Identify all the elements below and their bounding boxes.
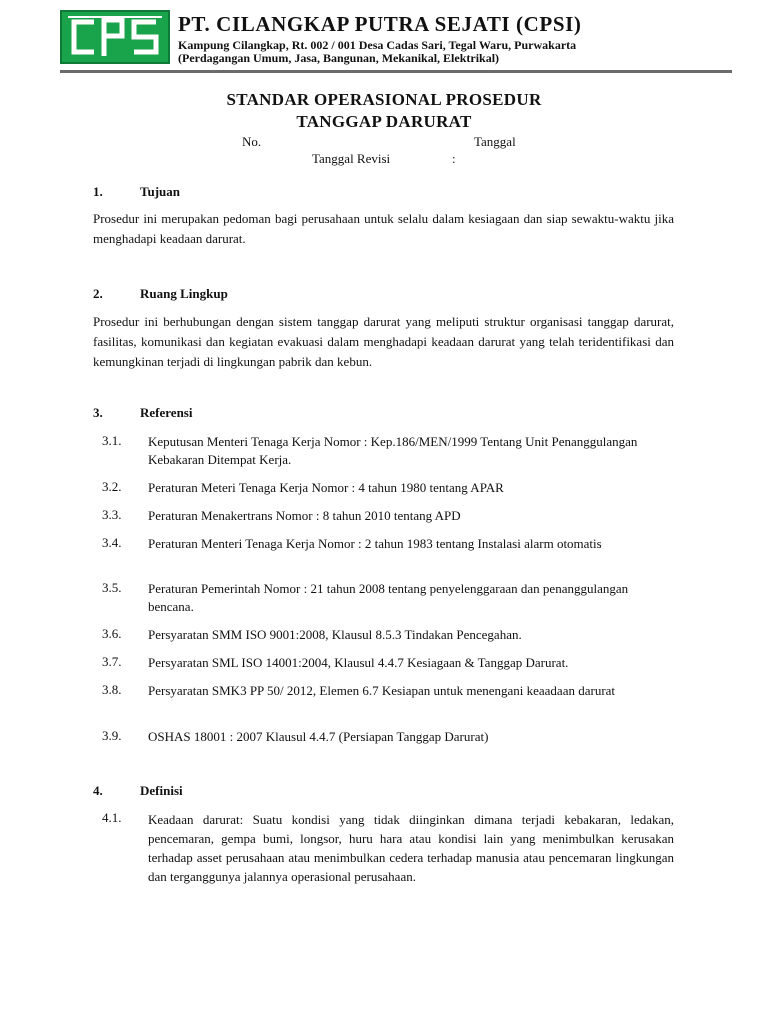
section-paragraph-ruang-lingkup: Prosedur ini berhubungan dengan sistem tanggap darurat yang meliputi struktur organisasi tanggap darurat, fasilitas, komunikasi dan kegiatan evakuasi dalam menghadapi keadaan darurat yang telah teridentifikasi dan kemungkinan terjadi di lingkungan pabrik dan kebun.	[93, 314, 674, 369]
company-logo	[60, 10, 170, 64]
section-title-referensi: Referensi	[140, 405, 193, 420]
list-item-number: 3.3.	[102, 507, 122, 522]
section-number: 4.	[93, 783, 103, 798]
doc-date-label: Tanggal	[474, 134, 516, 149]
section-number: 1.	[93, 184, 103, 199]
list-item-number: 3.6.	[102, 626, 122, 641]
list-item-number: 3.8.	[102, 682, 122, 697]
cps-logo-icon	[62, 12, 168, 62]
list-item-number: 3.5.	[102, 580, 122, 595]
list-item: Persyaratan SML ISO 14001:2004, Klausul 4.4.7 Kesiagaan & Tanggap Darurat.	[148, 655, 569, 670]
company-address: Kampung Cilangkap, Rt. 002 / 001 Desa Cadas Sari, Tegal Waru, Purwakarta	[178, 38, 577, 52]
list-item-number: 3.1.	[102, 433, 122, 448]
section-title-ruang-lingkup: Ruang Lingkup	[140, 286, 228, 301]
list-item: Peraturan Meteri Tenaga Kerja Nomor : 4 tahun 1980 tentang APAR	[148, 480, 504, 495]
list-item: Peraturan Menteri Tenaga Kerja Nomor : 2 tahun 1983 tentang Instalasi alarm otomatis	[148, 536, 602, 551]
list-item-number: 3.7.	[102, 654, 122, 669]
company-name: PT. CILANGKAP PUTRA SEJATI (CPSI)	[178, 12, 582, 36]
list-item: Peraturan Menakertrans Nomor : 8 tahun 2010 tentang APD	[148, 508, 461, 523]
section-title-definisi: Definisi	[140, 783, 183, 798]
doc-number-label: No.	[242, 134, 262, 149]
list-item: Persyaratan SMM ISO 9001:2008, Klausul 8.5.3 Tindakan Pencegahan.	[148, 627, 522, 642]
list-item: Keputusan Menteri Tenaga Kerja Nomor : Kep.186/MEN/1999 Tentang Unit Penanggulangan Kebakaran Ditempat Kerja.	[148, 434, 638, 467]
list-item-number: 3.4.	[102, 535, 122, 550]
revision-date-label: Tanggal Revisi	[312, 151, 391, 166]
company-scope: (Perdagangan Umum, Jasa, Bangunan, Mekanikal, Elektrikal)	[178, 51, 500, 65]
list-item-number: 4.1.	[102, 810, 122, 825]
section-paragraph-tujuan: Prosedur ini merupakan pedoman bagi perusahaan untuk selalu dalam kesiagaan dan siap sewaktu-waktu jika menghadapi keadaan darurat.	[93, 211, 674, 246]
header-divider	[60, 70, 732, 73]
revision-date-colon: :	[452, 151, 456, 166]
list-item: Persyaratan SMK3 PP 50/ 2012, Elemen 6.7 Kesiapan untuk menengani keaadaan darurat	[148, 683, 616, 698]
section-number: 2.	[93, 286, 103, 301]
list-item-number: 3.2.	[102, 479, 122, 494]
list-item: OSHAS 18001 : 2007 Klausul 4.4.7 (Persiapan Tanggap Darurat)	[148, 729, 489, 744]
section-number: 3.	[93, 405, 103, 420]
list-item: Peraturan Pemerintah Nomor : 21 tahun 2008 tentang penyelenggaraan dan penanggulangan bencana.	[148, 581, 629, 614]
doc-title-line1: STANDAR OPERASIONAL PROSEDUR	[226, 90, 542, 109]
section-title-tujuan: Tujuan	[140, 184, 180, 199]
list-item-number: 3.9.	[102, 728, 122, 743]
doc-title-line2: TANGGAP DARURAT	[296, 112, 472, 131]
letterhead	[60, 10, 708, 66]
list-item: Keadaan darurat: Suatu kondisi yang tidak diinginkan dimana terjadi kebakaran, ledakan, pencemaran, gempa bumi, longsor, huru hara atau kondisi lain yang menimbulkan kerusakan terhadap asset perusahaan atau menimbulkan cedera terhadap manusia atau pencemaran lingkungan dan terganggunya jalannya operasional perusahaan.	[148, 812, 674, 884]
